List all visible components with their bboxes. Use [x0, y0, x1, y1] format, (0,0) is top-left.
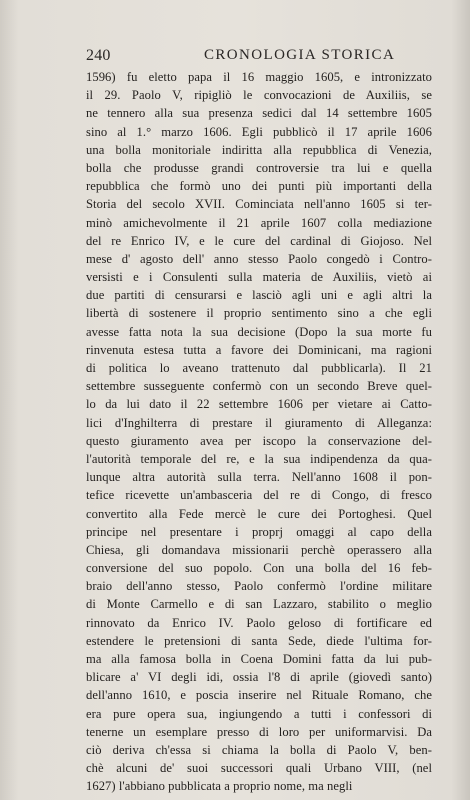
- text-line: del re Enrico IV, e le cure del cardinal di Giojoso. Nel: [86, 233, 432, 248]
- text-line: avesse fatta nota la sua decisione (Dopo la sua morte fu: [86, 324, 432, 339]
- text-line: due partiti di censurarsi e lasciò agli uni e agli altri la: [86, 288, 432, 303]
- body-text: [86, 68, 432, 796]
- text-line: estendere le pretensioni di santa Sede, diede l'ultima for-: [86, 633, 432, 648]
- text-line: Storia del secolo XVII. Cominciata nell'anno 1605 si ter-: [86, 197, 432, 212]
- text-line: mese d' agosto dell' anno stesso Paolo congedò i Contro-: [86, 251, 432, 266]
- text-line: convertito alla Fede mercè le cure dei Portoghesi. Quel: [86, 506, 432, 521]
- text-line: una bolla monitoriale indiritta alla repubblica di Venezia,: [86, 142, 432, 157]
- text-line: ne tennero alla sua presenza sedici dal 14 settembre 1605: [86, 106, 432, 121]
- text-line: blicare a' VI degli idi, ossia l'8 di aprile (giovedì santo): [86, 670, 432, 685]
- text-line: il 29. Paolo V, ripigliò le convocazioni de Auxiliis, se: [86, 88, 432, 103]
- text-line: di Monte Carmello e di san Lazzaro, stabilito o meglio: [86, 597, 432, 612]
- text-line: lunque altra autorità sulla terra. Nell'anno 1608 il pon-: [86, 470, 432, 485]
- text-line: 1627) l'abbiano pubblicata a proprio nome, ma negli: [86, 779, 353, 794]
- text-line: ciò deriva ch'essa si chiama la bolla di Paolo V, ben-: [86, 742, 432, 757]
- text-line: conversione del suo popolo. Con una bolla del 16 feb-: [86, 561, 432, 576]
- text-line: questo giuramento avea per iscopo la conservazione del-: [86, 433, 432, 448]
- text-line: repubblica che formò uno dei punti più importanti della: [86, 179, 432, 194]
- text-line: bolla che produsse grandi controversie tra lui e quella: [86, 160, 432, 175]
- text-line: 1596) fu eletto papa il 16 maggio 1605, e intronizzato: [86, 70, 432, 84]
- text-line: rinnovato da Enrico IV. Paolo geloso di fortificare ed: [86, 615, 432, 630]
- text-line: rinvenuta estesa tutta a favore dei Dominicani, ma ragioni: [86, 342, 432, 357]
- page-number: 240: [86, 47, 111, 64]
- text-line: dell'anno 1610, e poscia inserire nel Rituale Romano, che: [86, 688, 432, 703]
- text-line: principe nel presentare i proprj omaggi al capo della: [86, 524, 432, 539]
- text-line: braio dell'anno stesso, Paolo confermò l'ordine militare: [86, 579, 432, 594]
- text-line: chè alcuni de' suoi successori quali Urbano VIII, (nel: [86, 761, 432, 776]
- text-line: tefice ricevette un'ambasceria del re di Congo, di fresco: [86, 488, 432, 503]
- text-line: di politica lo aveano trattenuto dal pubblicarla). Il 21: [86, 361, 432, 375]
- text-line: settembre susseguente confermò con un secondo Breve quel-: [86, 379, 432, 394]
- page-header: [86, 47, 432, 69]
- text-line: lo da lui dato il 22 settembre 1606 per vietare ai Catto-: [86, 397, 432, 412]
- text-line: libertà di sostenere il proprio sentimento sino a che egli: [86, 306, 432, 321]
- text-line: lici d'Inghilterra di prestare il giuramento di Alleganza:: [86, 415, 432, 430]
- text-line: versisti e i Consulenti sulla materia de Auxiliis, vietò ai: [86, 270, 432, 285]
- running-title: CRONOLOGIA STORICA: [204, 47, 396, 63]
- text-line: minò amichevolmente il 21 aprile 1607 colla mediazione: [86, 215, 432, 230]
- text-line: tenerne un esemplare presso di loro per uniformarvisi. Da: [86, 724, 432, 739]
- text-line: sino al 1.° marzo 1606. Egli pubblicò il 17 aprile 1606: [86, 124, 432, 139]
- text-line: era pure opera sua, ingiungendo a tutti i confessori di: [86, 706, 432, 721]
- text-line: Chiesa, gli domandava missionarii perchè operassero alla: [86, 542, 432, 557]
- text-line: l'autorità temporale del re, e la sua indipendenza da qua-: [86, 451, 432, 466]
- text-line: ma alla famosa bolla in Coena Domini fatta da lui pub-: [86, 652, 432, 666]
